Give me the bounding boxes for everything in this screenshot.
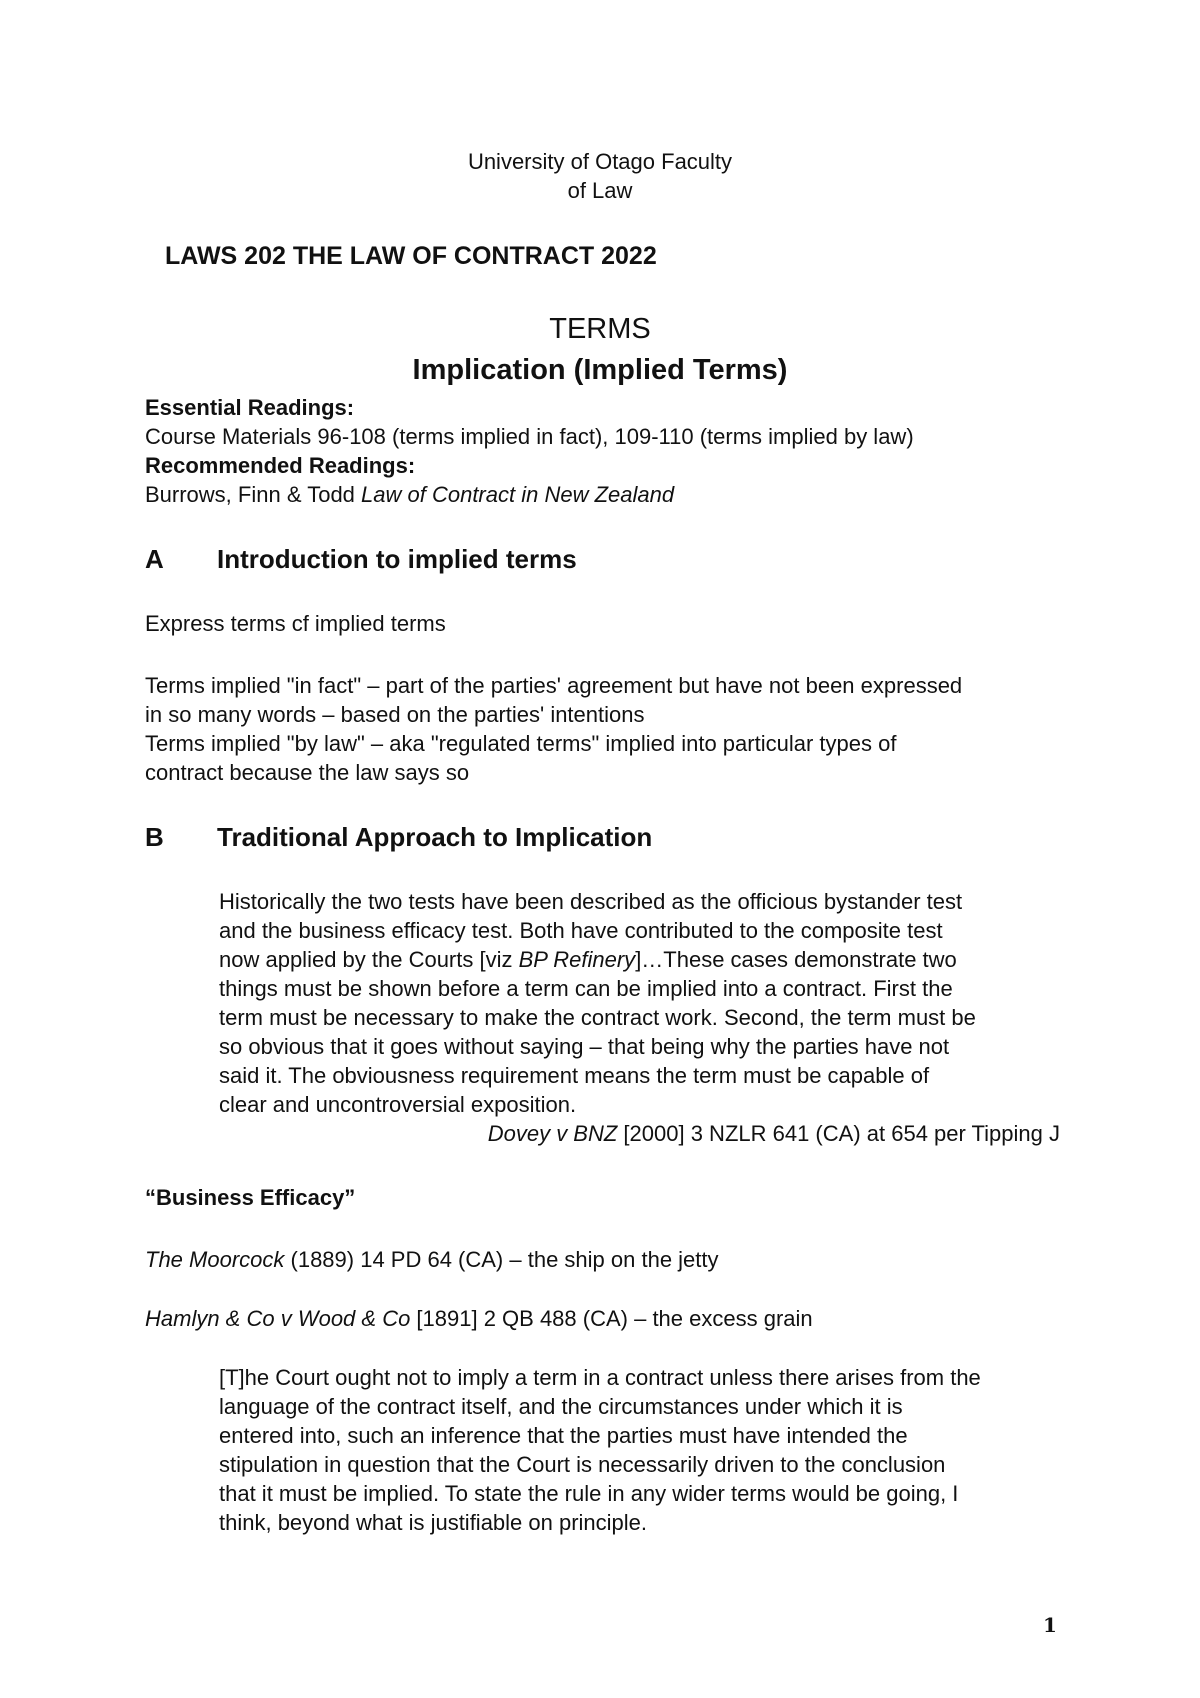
hamlyn-quote-block (219, 1363, 981, 1537)
section-a-para-3-line-1: Terms implied "by law" – aka "regulated terms" implied into particular types of (145, 731, 897, 756)
quote-line: and the business efficacy test. Both have contributed to the composite test (219, 918, 943, 943)
quote-line: language of the contract itself, and the circumstances under which it is (219, 1394, 903, 1419)
recommended-book-title: Law of Contract in New Zealand (361, 482, 675, 507)
case-name-bp-refinery: BP Refinery (518, 947, 636, 972)
case-name-dovey: Dovey v BNZ (487, 1121, 618, 1146)
quote-line: [T]he Court ought not to imply a term in a contract unless there arises from the (219, 1365, 981, 1390)
quote-line: entered into, such an inference that the parties must have intended the (219, 1423, 908, 1448)
quote-line: Historically the two tests have been described as the officious bystander test (219, 889, 963, 914)
dovey-quote-block (219, 887, 976, 1119)
quote-line: so obvious that it goes without saying – that being why the parties have not (219, 1034, 950, 1059)
case-name-hamlyn: Hamlyn & Co v Wood & Co (145, 1306, 411, 1331)
section-b-title: Traditional Approach to Implication (217, 822, 653, 852)
subtopic-title: Implication (Implied Terms) (412, 354, 788, 386)
case-moorcock (145, 1245, 719, 1274)
business-efficacy-heading: “Business Efficacy” (145, 1185, 356, 1210)
essential-readings-label: Essential Readings: (145, 395, 355, 420)
quote-line: said it. The obviousness requirement means the term must be capable of (219, 1063, 930, 1088)
section-b-heading (145, 822, 652, 853)
recommended-readings-label: Recommended Readings: (145, 453, 416, 478)
recommended-authors: Burrows, Finn & Todd (145, 482, 362, 507)
quote-line (219, 945, 976, 974)
quote-line: clear and uncontroversial exposition. (219, 1092, 577, 1117)
topic-title: TERMS (549, 313, 651, 345)
section-a-para-2-line-1: Terms implied "in fact" – part of the parties' agreement but have not been expressed (145, 673, 963, 698)
citation-rest: [2000] 3 NZLR 641 (CA) at 654 per Tipping J (617, 1121, 1060, 1146)
quote-text: now applied by the Courts [viz (219, 947, 519, 972)
quote-line: that it must be implied. To state the rule in any wider terms would be going, I (219, 1481, 959, 1506)
page-number: 1 (1043, 1613, 1057, 1637)
section-b-letter: B (145, 822, 164, 852)
section-a-letter: A (145, 544, 164, 574)
quote-text: ]…These cases demonstrate two (635, 947, 957, 972)
essential-readings-text: Course Materials 96-108 (terms implied in fact), 109-110 (terms implied by law) (145, 424, 914, 449)
institution-line-1: University of Otago Faculty (467, 149, 733, 174)
quote-line: things must be shown before a term can be implied into a contract. First the (219, 976, 953, 1001)
case-hamlyn (145, 1304, 813, 1333)
quote-line: think, beyond what is justifiable on principle. (219, 1510, 648, 1535)
quote-line: term must be necessary to make the contract work. Second, the term must be (219, 1005, 976, 1030)
course-title: LAWS 202 THE LAW OF CONTRACT 2022 (165, 242, 657, 270)
case-name-moorcock: The Moorcock (145, 1247, 285, 1272)
section-a-para-2-line-2: in so many words – based on the parties' intentions (145, 702, 645, 727)
case-detail: (1889) 14 PD 64 (CA) – the ship on the jetty (284, 1247, 719, 1272)
recommended-readings-text (145, 480, 674, 509)
section-a-heading (145, 544, 577, 575)
quote-line: stipulation in question that the Court is necessarily driven to the conclusion (219, 1452, 946, 1477)
section-a-para-3-line-2: contract because the law says so (145, 760, 470, 785)
section-a-para-1: Express terms cf implied terms (145, 611, 446, 636)
institution-line-2: of Law (567, 178, 633, 203)
dovey-citation (488, 1119, 1060, 1148)
case-detail: [1891] 2 QB 488 (CA) – the excess grain (410, 1306, 813, 1331)
section-a-title: Introduction to implied terms (217, 544, 577, 574)
